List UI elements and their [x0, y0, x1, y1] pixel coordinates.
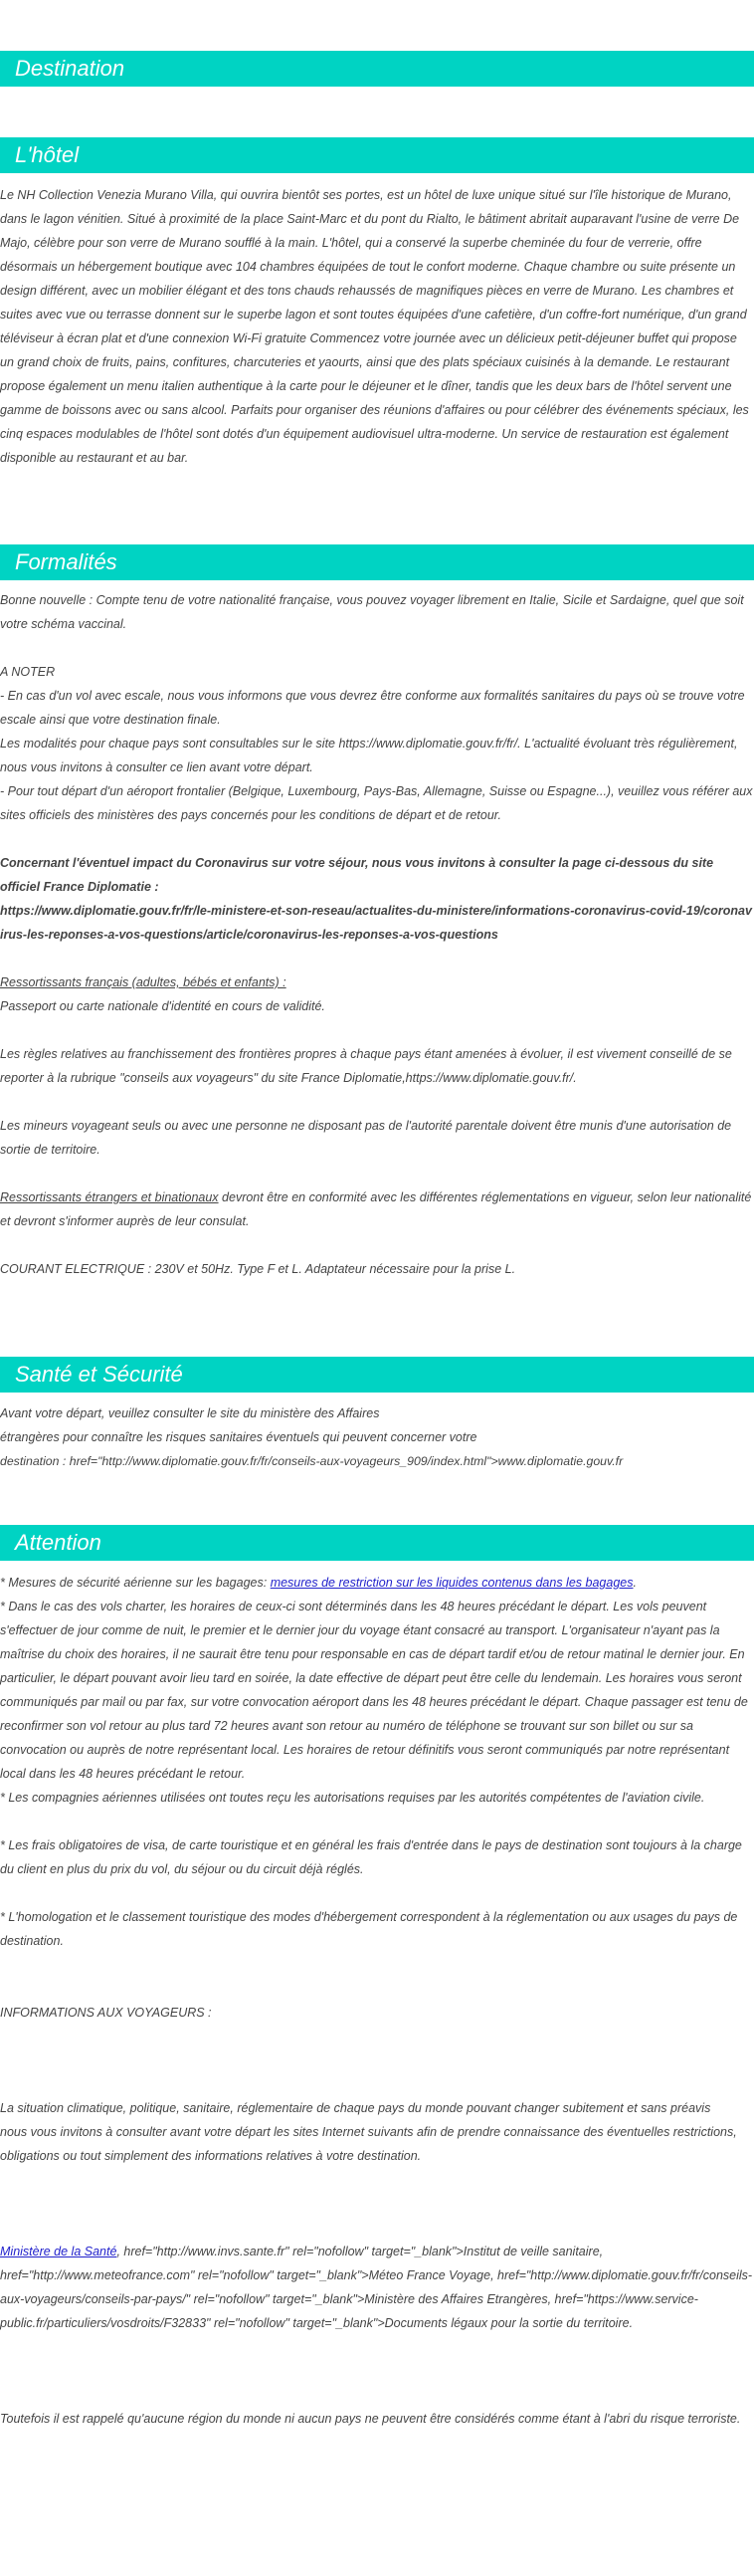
situation-text-1: La situation climatique, politique, sanitaire, réglementaire de chaque pays du monde pouvant changer subitement et sans préavis: [0, 2101, 711, 2115]
sante-content: [0, 1401, 754, 1473]
infos-voyageurs-title: INFORMATIONS AUX VOYAGEURS :: [0, 2006, 212, 2020]
liens-utiles-text: , href="http://www.invs.sante.fr" rel="nofollow" target="_blank">Institut de veille sanitaire, href="http://www.meteofrance.com" rel="nofollow" target="_blank">Méteo France Voyage, href="http://www.diplomatie.gouv.fr/fr/conseils-aux-voyageurs/conseils-par-pays/" rel="nofollow" target="_blank">Ministère des Affaires Etrangères, href="https://www.service-public.fr/particuliers/vosdroits/F32833" rel="nofollow" target="_blank">Documents légaux pour la sortie du territoire.: [0, 2245, 753, 2330]
etrangers-paragraph: [0, 1185, 754, 1233]
homologation-text: * L'homologation et le classement touristique des modes d'hébergement correspondent à la réglementation ou aux usages du pays de destination.: [0, 1910, 738, 1948]
hotel-text: Le NH Collection Venezia Murano Villa, qui ouvrira bientôt ses portes, est un hôtel de luxe unique situé sur l'île historique de Murano, dans le lagon vénitien. Situé à proximité de la place Saint-Marc et du pont du Rialto, le bâtiment abritait auparavant l'usine de verre De Majo, célèbre pour son verre de Murano soufflé à la main. L'hôtel, qui a conservé la superbe cheminée du four de verrerie, offre désormais un hébergement boutique avec 104 chambres équipées de tout le confort moderne. Chaque chambre ou suite présente un design différent, avec un mobilier élégant et des tons chauds rehaussés de magnifiques pièces en verre de Murano. Les chambres et suites avec vue ou terrasse donnent sur le superbe lagon et sont toutes équipées d'une cafetière, d'un coffre-fort numérique, d'un grand téléviseur à écran plat et d'une connexion Wi-Fi gratuite Commencez votre journée avec un délicieux petit-déjeuner buffet qui propose un grand choix de fruits, pains, confitures, charcuteries et yaourts, ainsi que des plats spéciaux cuisinés à la demande. Le restaurant propose également un menu italien authentique à la carte pour le déjeuner et le dîner, tandis que les deux bars de l'hôtel servent une gamme de boissons avec ou sans alcool. Parfaits pour organiser des réunions d'affaires ou pour célébrer des événements spéciaux, les cinq espaces modulables de l'hôtel sont dotés d'un équipement audiovisuel ultra-moderne. Un service de restauration est également disponible au restaurant et au bar.: [0, 188, 749, 465]
ressortissants-fr-title: Ressortissants français (adultes, bébés et enfants) :: [0, 975, 286, 989]
sante-line-2: étrangères pour connaître les risques sanitaires éventuels qui peuvent concerner votre: [0, 1430, 477, 1444]
mesures-restriction-link[interactable]: mesures de restriction sur les liquides contenus dans les bagages: [270, 1576, 634, 1590]
covid-notice: Concernant l'éventuel impact du Coronavirus sur votre séjour, nous vous invitons à consulter la page ci-dessous du site officiel France Diplomatie :: [0, 856, 714, 894]
hotel-header: L'hôtel: [0, 137, 754, 173]
etrangers-title: Ressortissants étrangers et binationaux: [0, 1190, 219, 1204]
bonne-nouvelle-text: Bonne nouvelle : Compte tenu de votre nationalité française, vous pouvez voyager librement en Italie, Sicile et Sardaigne, quel que soit votre schéma vaccinal.: [0, 593, 744, 631]
etrangers-text: devront être en conformité avec les différentes réglementations en vigueur, selon leur nationalité et devront s'informer auprès de leur consulat.: [0, 1190, 752, 1228]
attention-content: [0, 1571, 754, 2431]
situation-text-2: nous vous invitons à consulter avant votre départ les sites Internet suivants afin de prendre connaissance des éventuelles restrictions, obligations ou tout simplement des informations relatives à votre destination.: [0, 2125, 737, 2163]
compagnies-text: * Les compagnies aériennes utilisées ont toutes reçu les autorisations requises par les autorités compétentes de l'aviation civile.: [0, 1791, 705, 1805]
frontieres-text: Les règles relatives au franchissement des frontières propres à chaque pays étant amenées à évoluer, il est vivement conseillé de se reporter à la rubrique "conseils aux voyageurs" du site France Diplomatie,https://www.diplomatie.gouv.fr/.: [0, 1047, 732, 1085]
hotel-description: [0, 183, 754, 470]
charter-text: * Dans le cas des vols charter, les horaires de ceux-ci sont déterminés dans les 48 heures précédant le départ. Les vols peuvent s'effectuer de jour comme de nuit, le premier et le dernier jour du voyage étant consacré au transport. L'organisateur n'ayant pas la maîtrise du choix des horaires, il ne saurait être tenu pour responsable en cas de départ tardif et/ou de retour matinal le dernier jour. En particulier, le départ pouvant avoir lieu tard en soirée, la date effective de départ peut être celle du lendemain. Les horaires vous seront communiqués par mail ou par fax, sur votre convocation aéroport dans les 48 heures précédant le départ. Chaque passager est tenu de reconfirmer son vol retour au plus tard 72 heures avant son retour au numéro de téléphone se trouvant sur son billet ou sur sa convocation ou auprès de notre représentant local. Les horaires de retour définitifs vous seront communiqués par notre représentant local dans les 48 heures précédant le retour.: [0, 1600, 748, 1781]
courant-electrique: COURANT ELECTRIQUE : 230V et 50Hz. Type F et L. Adaptateur nécessaire pour la prise L.: [0, 1262, 516, 1276]
a-noter-escale: - En cas d'un vol avec escale, nous vous informons que vous devrez être conforme aux formalités sanitaires du pays où se trouve votre escale ainsi que votre destination finale.: [0, 689, 745, 727]
liens-utiles: [0, 2240, 754, 2335]
covid-url: https://www.diplomatie.gouv.fr/fr/le-ministere-et-son-reseau/actualites-du-ministere/informations-coronavirus-covid-19/coronavirus-les-reponses-a-vos-questions/article/coronavirus-les-reponses-a-vos-questions: [0, 904, 752, 942]
sante-header: Santé et Sécurité: [0, 1357, 754, 1393]
ministere-sante-link[interactable]: Ministère de la Santé: [0, 2245, 117, 2258]
mineurs-text: Les mineurs voyageant seuls ou avec une personne ne disposant pas de l'autorité parentale doivent être munis d'une autorisation de sortie de territoire.: [0, 1119, 732, 1157]
mesures-suffix: .: [633, 1576, 637, 1590]
ressortissants-fr-text: Passeport ou carte nationale d'identité en cours de validité.: [0, 999, 325, 1013]
a-noter-frontalier: - Pour tout départ d'un aéroport frontalier (Belgique, Luxembourg, Pays-Bas, Allemagne, Suisse ou Espagne...), veuillez vous référer aux sites officiels des ministères des pays concernés pour les conditions de départ et de retour.: [0, 784, 753, 822]
formalites-content: [0, 588, 754, 1281]
sante-line-1: Avant votre départ, veuillez consulter le site du ministère des Affaires: [0, 1406, 380, 1420]
a-noter-title: A NOTER: [0, 665, 56, 679]
mesures-securite: [0, 1571, 754, 1595]
formalites-header: Formalités: [0, 544, 754, 580]
frais-text: * Les frais obligatoires de visa, de carte touristique et en général les frais d'entrée dans le pays de destination sont toujours à la charge du client en plus du prix du vol, du séjour ou du circuit déjà réglés.: [0, 1838, 742, 1876]
mesures-prefix: * Mesures de sécurité aérienne sur les bagages:: [0, 1576, 271, 1590]
terrorisme-text: Toutefois il est rappelé qu'aucune région du monde ni aucun pays ne peuvent être considérés comme étant à l'abri du risque terroriste.: [0, 2412, 741, 2426]
sante-line-3: destination : href="http://www.diplomatie.gouv.fr/fr/conseils-aux-voyageurs_909/index.html">www.diplomatie.gouv.fr: [0, 1454, 624, 1468]
attention-header: Attention: [0, 1525, 754, 1561]
a-noter-modalites: Les modalités pour chaque pays sont consultables sur le site https://www.diplomatie.gouv.fr/fr/. L'actualité évoluant très régulièrement, nous vous invitons à consulter ce lien avant votre départ.: [0, 737, 738, 774]
destination-header: Destination: [0, 51, 754, 87]
